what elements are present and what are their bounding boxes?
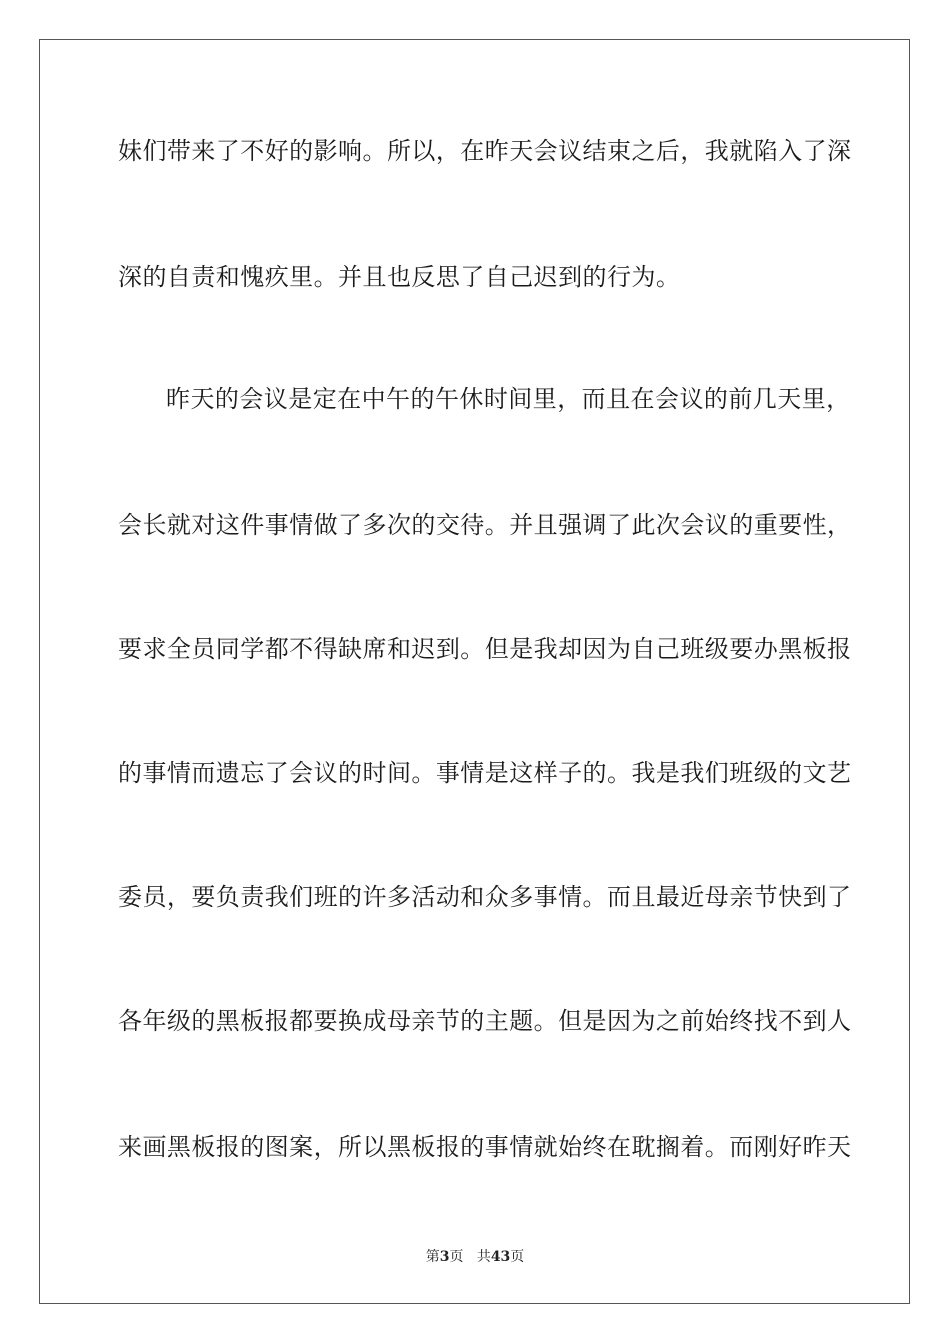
text-line-8: 各年级的黑板报都要换成母亲节的主题。但是因为之前始终找不到人 <box>118 1007 852 1035</box>
total-suffix: 页 <box>510 1249 525 1265</box>
text-line-5: 要求全员同学都不得缺席和迟到。但是我却因为自己班级要办黑板报 <box>118 635 852 663</box>
total-pages: 43 <box>490 1249 511 1265</box>
text-line-2: 深的自责和愧疚里。并且也反思了自己迟到的行为。 <box>118 263 681 291</box>
text-line-7: 委员，要负责我们班的许多活动和众多事情。而且最近母亲节快到了 <box>118 883 852 911</box>
page-frame <box>39 39 910 1304</box>
page-footer <box>0 1248 950 1266</box>
page-suffix: 页 <box>449 1249 464 1265</box>
total-prefix: 共 <box>476 1249 491 1265</box>
page-number: 3 <box>439 1249 450 1265</box>
text-line-1: 妹们带来了不好的影响。所以，在昨天会议结束之后，我就陷入了深 <box>118 137 852 165</box>
page-prefix: 第 <box>425 1249 440 1265</box>
text-line-6: 的事情而遗忘了会议的时间。事情是这样子的。我是我们班级的文艺 <box>118 759 852 787</box>
text-line-3: 昨天的会议是定在中午的午休时间里，而且在会议的前几天里， <box>166 385 851 413</box>
text-line-9: 来画黑板报的图案，所以黑板报的事情就始终在耽搁着。而刚好昨天 <box>118 1133 852 1161</box>
text-line-4: 会长就对这件事情做了多次的交待。并且强调了此次会议的重要性， <box>118 511 852 539</box>
